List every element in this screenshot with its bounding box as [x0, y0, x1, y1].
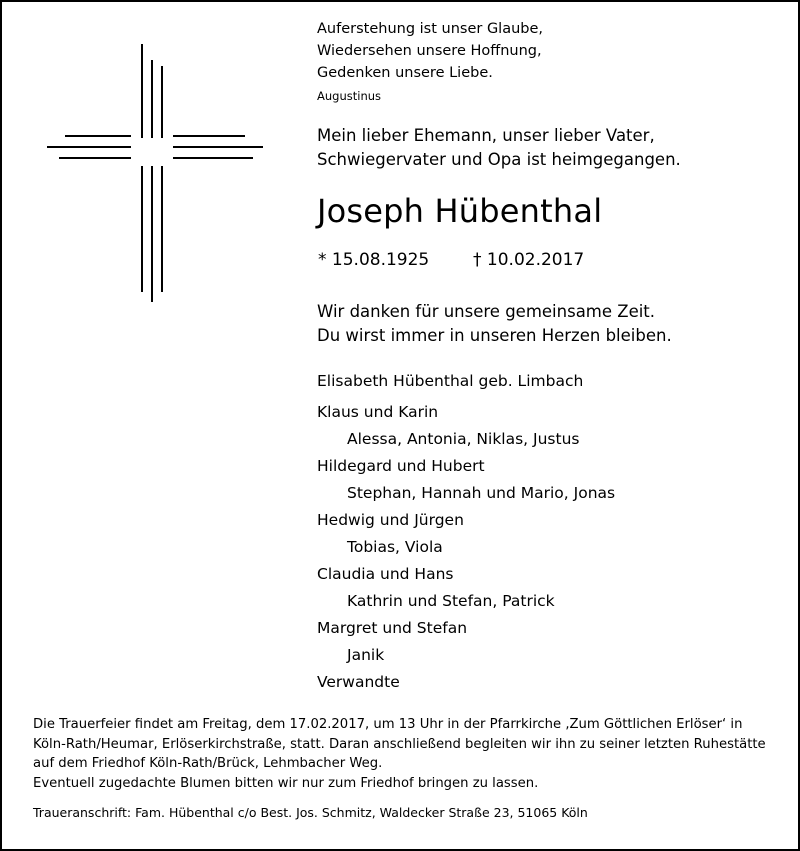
- quote-line: Wiedersehen unsere Hoffnung,: [317, 43, 542, 59]
- thanks-line: Du wirst immer in unseren Herzen bleiben.: [317, 326, 672, 345]
- notice-line: Köln-Rath/Heumar, Erlöserkirchstraße, statt. Daran anschließend begleiten wir ihn zu seiner letzten Ruhestätte: [33, 736, 766, 752]
- family-member: Klaus und Karin: [317, 403, 439, 421]
- cross-icon: [47, 44, 263, 302]
- funeral-notice: [33, 715, 766, 793]
- intro-line: Schwiegervater und Opa ist heimgegangen.: [317, 150, 681, 169]
- quote: [317, 18, 543, 84]
- family-grandchildren: Kathrin und Stefan, Patrick: [347, 592, 555, 610]
- thanks-text: [317, 300, 672, 348]
- family-member: Margret und Stefan: [317, 619, 468, 637]
- deceased-name: Joseph Hübenthal: [317, 192, 603, 230]
- intro-line: Mein lieber Ehemann, unser lieber Vater,: [317, 126, 655, 145]
- family-member: Hildegard und Hubert: [317, 457, 485, 475]
- family-member: Claudia und Hans: [317, 565, 454, 583]
- birth-date: * 15.08.1925: [318, 250, 430, 270]
- thanks-line: Wir danken für unsere gemeinsame Zeit.: [317, 302, 656, 321]
- quote-author: Augustinus: [317, 89, 382, 103]
- death-date: † 10.02.2017: [473, 250, 585, 270]
- family-member: Elisabeth Hübenthal geb. Limbach: [317, 372, 584, 390]
- notice-line: Die Trauerfeier findet am Freitag, dem 17.02.2017, um 13 Uhr in der Pfarrkirche ‚Zum Göttlichen Erlöser‘ in: [33, 717, 743, 732]
- family-grandchildren: Stephan, Hannah und Mario, Jonas: [347, 484, 616, 502]
- family-grandchildren: Janik: [347, 646, 385, 664]
- family-member: Verwandte: [317, 673, 400, 691]
- quote-line: Gedenken unsere Liebe.: [317, 65, 493, 81]
- notice-line: Eventuell zugedachte Blumen bitten wir nur zum Friedhof bringen zu lassen.: [33, 775, 539, 791]
- notice-line: auf dem Friedhof Köln-Rath/Brück, Lehmbacher Weg.: [33, 756, 383, 771]
- family-list: [317, 368, 615, 696]
- intro-text: [317, 124, 681, 172]
- family-grandchildren: Tobias, Viola: [347, 538, 443, 556]
- family-grandchildren: Alessa, Antonia, Niklas, Justus: [347, 430, 580, 448]
- quote-line: Auferstehung ist unser Glaube,: [317, 21, 544, 37]
- mourning-address: Traueranschrift: Fam. Hübenthal c/o Best. Jos. Schmitz, Waldecker Straße 23, 51065 Köln: [33, 805, 588, 820]
- family-member: Hedwig und Jürgen: [317, 511, 464, 529]
